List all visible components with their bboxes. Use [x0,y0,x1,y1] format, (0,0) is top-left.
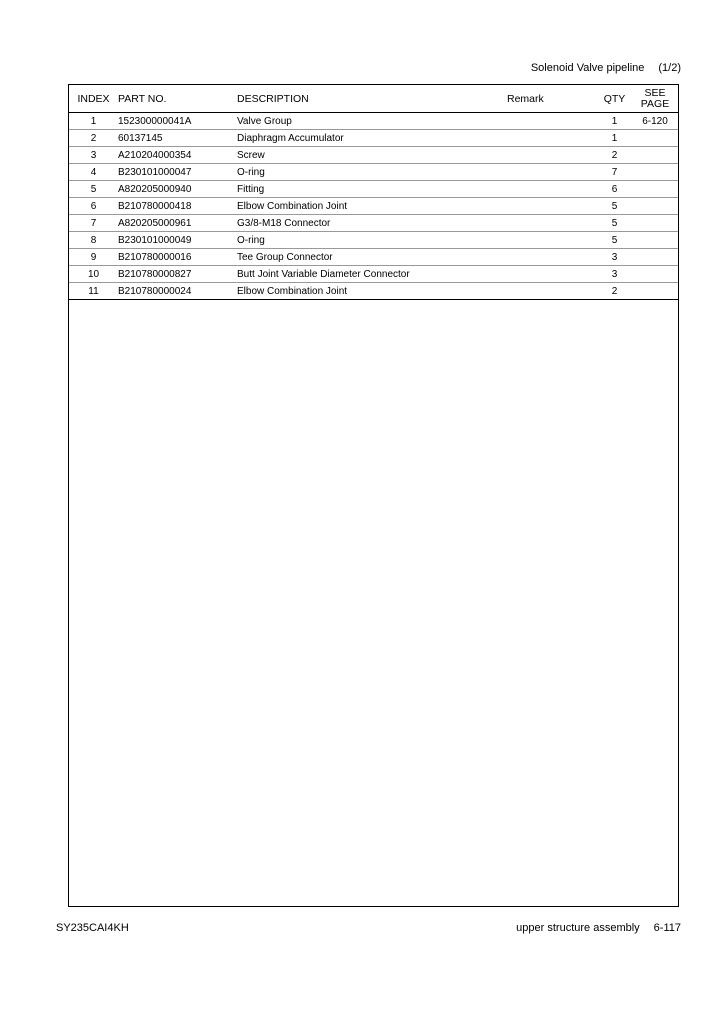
cell-see-page: 6-120 [632,113,678,130]
page-part-indicator: (1/2) [658,62,681,74]
cell-index: 3 [69,147,118,164]
cell-remark [507,283,597,300]
cell-description: Elbow Combination Joint [237,198,507,215]
parts-table-body [69,113,678,300]
cell-part-no: 60137145 [118,130,237,147]
cell-part-no: B210780000016 [118,249,237,266]
footer-page-number: 6-117 [653,922,681,934]
cell-see-page [632,283,678,300]
cell-part-no: B230101000047 [118,164,237,181]
cell-qty: 5 [597,215,632,232]
cell-part-no: 152300000041A [118,113,237,130]
cell-remark [507,181,597,198]
table-row [69,283,678,300]
cell-part-no: B210780000418 [118,198,237,215]
cell-index: 10 [69,266,118,283]
table-row [69,164,678,181]
cell-index: 2 [69,130,118,147]
column-header-part-no: PART NO. [118,85,237,113]
cell-part-no: A210204000354 [118,147,237,164]
cell-remark [507,113,597,130]
column-header-see-page [632,85,678,113]
table-row [69,181,678,198]
cell-part-no: B210780000827 [118,266,237,283]
cell-remark [507,215,597,232]
table-row [69,215,678,232]
table-row [69,130,678,147]
cell-see-page [632,249,678,266]
cell-qty: 1 [597,130,632,147]
table-row [69,266,678,283]
cell-qty: 5 [597,198,632,215]
cell-remark [507,198,597,215]
cell-part-no: A820205000961 [118,215,237,232]
see-page-line-1: SEE [644,86,666,99]
table-header-row [69,85,678,113]
column-header-description: DESCRIPTION [237,85,507,113]
cell-index: 4 [69,164,118,181]
cell-part-no: B230101000049 [118,232,237,249]
cell-index: 6 [69,198,118,215]
cell-qty: 1 [597,113,632,130]
cell-see-page [632,164,678,181]
cell-description: Tee Group Connector [237,249,507,266]
column-header-remark: Remark [507,85,597,113]
table-row [69,113,678,130]
cell-description: O-ring [237,164,507,181]
cell-qty: 2 [597,283,632,300]
column-header-index: INDEX [69,85,118,113]
cell-see-page [632,147,678,164]
cell-qty: 3 [597,249,632,266]
cell-index: 1 [69,113,118,130]
cell-part-no: B210780000024 [118,283,237,300]
cell-see-page [632,198,678,215]
cell-see-page [632,266,678,283]
cell-remark [507,232,597,249]
cell-qty: 6 [597,181,632,198]
table-row [69,232,678,249]
cell-description: O-ring [237,232,507,249]
cell-qty: 3 [597,266,632,283]
cell-see-page [632,232,678,249]
cell-description: Valve Group [237,113,507,130]
cell-qty: 2 [597,147,632,164]
cell-description: Butt Joint Variable Diameter Connector [237,266,507,283]
cell-remark [507,266,597,283]
see-page-line-2: PAGE [640,97,670,110]
cell-remark [507,130,597,147]
cell-see-page [632,215,678,232]
parts-table [69,85,678,300]
cell-description: Screw [237,147,507,164]
parts-frame [68,84,679,907]
cell-index: 7 [69,215,118,232]
cell-index: 8 [69,232,118,249]
cell-part-no: A820205000940 [118,181,237,198]
table-row [69,249,678,266]
cell-description: Fitting [237,181,507,198]
cell-description: G3/8-M18 Connector [237,215,507,232]
cell-index: 5 [69,181,118,198]
footer-right [516,922,681,934]
cell-index: 11 [69,283,118,300]
footer-model: SY235CAI4KH [56,922,129,934]
cell-qty: 7 [597,164,632,181]
footer-section: upper structure assembly [516,922,640,934]
table-row [69,147,678,164]
cell-remark [507,164,597,181]
column-header-qty: QTY [597,85,632,113]
cell-qty: 5 [597,232,632,249]
table-row [69,198,678,215]
cell-index: 9 [69,249,118,266]
cell-description: Elbow Combination Joint [237,283,507,300]
cell-see-page [632,130,678,147]
cell-see-page [632,181,678,198]
cell-remark [507,147,597,164]
cell-remark [507,249,597,266]
cell-description: Diaphragm Accumulator [237,130,507,147]
page-header [531,62,681,74]
page-title: Solenoid Valve pipeline [530,62,645,74]
